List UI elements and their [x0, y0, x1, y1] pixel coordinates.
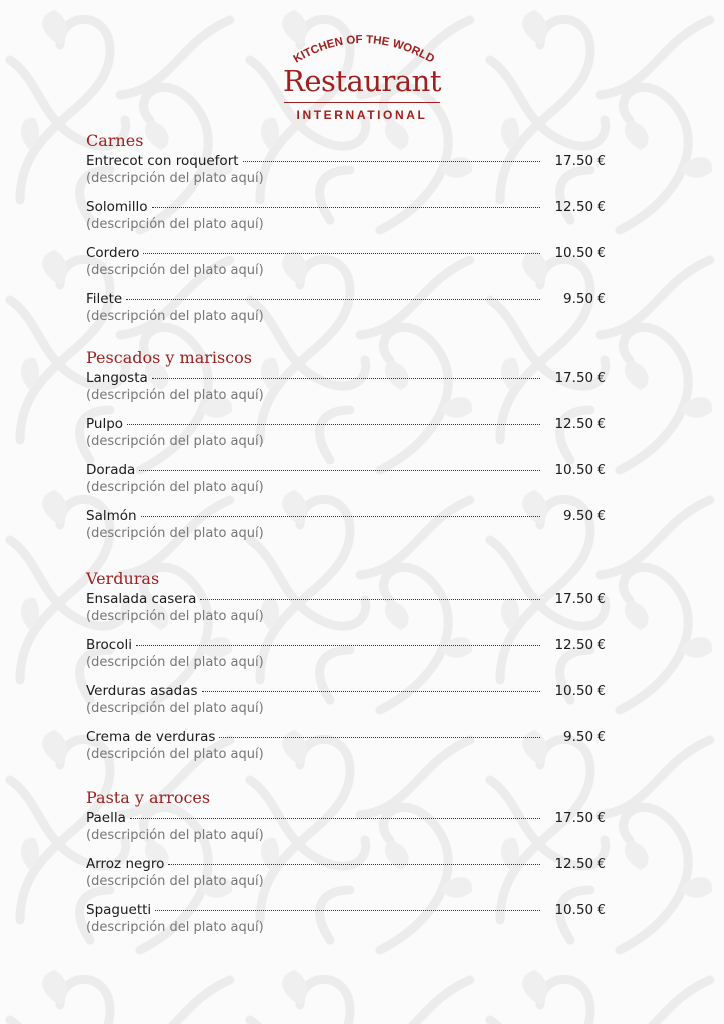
dish-description: (descripción del plato aquí) — [86, 920, 264, 935]
dish-price: 17.50 € — [554, 153, 606, 169]
menu-item-row — [86, 901, 606, 919]
dish-description: (descripción del plato aquí) — [86, 609, 264, 624]
dish-name: Solomillo — [86, 199, 148, 215]
dish-price: 12.50 € — [554, 637, 606, 653]
menu-item — [86, 682, 606, 728]
menu-item — [86, 507, 606, 553]
section-title: Carnes — [86, 131, 144, 150]
dish-name: Spaguetti — [86, 902, 152, 918]
dish-name: Filete — [86, 291, 123, 307]
menu-section — [86, 347, 606, 553]
dish-description: (descripción del plato aquí) — [86, 655, 264, 670]
dish-description: (descripción del plato aquí) — [86, 747, 264, 762]
menu-item — [86, 198, 606, 244]
dish-price: 12.50 € — [554, 856, 606, 872]
dish-price: 12.50 € — [554, 416, 606, 432]
menu-item — [86, 855, 606, 901]
menu-item-row — [86, 198, 606, 216]
logo-arc-text: KITCHEN OF THE WORLD — [291, 33, 437, 66]
dot-leader — [136, 644, 540, 646]
menu-item — [86, 590, 606, 636]
menu-item — [86, 415, 606, 461]
menu-section — [86, 130, 606, 336]
dot-leader — [126, 298, 540, 300]
menu-item-row — [86, 855, 606, 873]
dish-price: 9.50 € — [563, 729, 606, 745]
menu-item — [86, 369, 606, 415]
dish-price: 17.50 € — [554, 370, 606, 386]
menu-item — [86, 461, 606, 507]
menu-item-row — [86, 590, 606, 608]
dish-description: (descripción del plato aquí) — [86, 828, 264, 843]
dish-description: (descripción del plato aquí) — [86, 171, 264, 186]
dish-name: Pulpo — [86, 416, 124, 432]
menu-section — [86, 787, 606, 947]
dish-name: Dorada — [86, 462, 136, 478]
dish-description: (descripción del plato aquí) — [86, 480, 264, 495]
menu-item — [86, 244, 606, 290]
dish-name: Arroz negro — [86, 856, 165, 872]
menu-item-row — [86, 728, 606, 746]
dot-leader — [127, 423, 540, 425]
dish-name: Crema de verduras — [86, 729, 216, 745]
dot-leader — [130, 817, 540, 819]
dish-description: (descripción del plato aquí) — [86, 217, 264, 232]
menu-item-row — [86, 415, 606, 433]
dish-name: Salmón — [86, 508, 137, 524]
menu-item-row — [86, 809, 606, 827]
dish-name: Ensalada casera — [86, 591, 197, 607]
dish-description: (descripción del plato aquí) — [86, 874, 264, 889]
dish-description: (descripción del plato aquí) — [86, 434, 264, 449]
dish-description: (descripción del plato aquí) — [86, 701, 264, 716]
menu-item-row — [86, 461, 606, 479]
dish-description: (descripción del plato aquí) — [86, 309, 264, 324]
dish-price: 10.50 € — [554, 245, 606, 261]
dot-leader — [155, 909, 540, 911]
dish-name: Verduras asadas — [86, 683, 198, 699]
dish-price: 9.50 € — [563, 291, 606, 307]
dish-price: 10.50 € — [554, 462, 606, 478]
logo-divider — [284, 102, 440, 103]
dish-price: 9.50 € — [563, 508, 606, 524]
dish-name: Brocoli — [86, 637, 132, 653]
dish-price: 17.50 € — [554, 591, 606, 607]
dish-price: 17.50 € — [554, 810, 606, 826]
menu-item — [86, 152, 606, 198]
dish-name: Paella — [86, 810, 126, 826]
dot-leader — [202, 690, 540, 692]
menu-item-row — [86, 636, 606, 654]
section-title: Pasta y arroces — [86, 788, 211, 807]
menu-item-row — [86, 244, 606, 262]
dot-leader — [168, 863, 540, 865]
dish-description: (descripción del plato aquí) — [86, 388, 264, 403]
restaurant-logo — [262, 30, 462, 130]
dish-price: 10.50 € — [554, 902, 606, 918]
menu-item-row — [86, 507, 606, 525]
dish-name: Cordero — [86, 245, 140, 261]
dot-leader — [141, 515, 540, 517]
menu-item — [86, 901, 606, 947]
menu-item — [86, 290, 606, 336]
dot-leader — [143, 252, 540, 254]
logo-subtitle: INTERNATIONAL — [296, 108, 428, 122]
menu-section — [86, 568, 606, 774]
section-title: Pescados y mariscos — [86, 348, 253, 367]
dot-leader — [200, 598, 540, 600]
logo-title: Restaurant — [283, 64, 441, 98]
dot-leader — [219, 736, 540, 738]
menu-item-row — [86, 152, 606, 170]
menu-item-row — [86, 369, 606, 387]
menu-item — [86, 728, 606, 774]
dot-leader — [139, 469, 540, 471]
menu-item-row — [86, 682, 606, 700]
dot-leader — [152, 206, 540, 208]
menu-item-row — [86, 290, 606, 308]
dish-description: (descripción del plato aquí) — [86, 526, 264, 541]
dot-leader — [243, 160, 540, 162]
section-title: Verduras — [86, 569, 160, 588]
dish-price: 12.50 € — [554, 199, 606, 215]
dish-name: Entrecot con roquefort — [86, 153, 239, 169]
dish-description: (descripción del plato aquí) — [86, 263, 264, 278]
dish-name: Langosta — [86, 370, 148, 386]
menu-item — [86, 809, 606, 855]
svg-text:KITCHEN OF THE WORLD — [292, 34, 437, 66]
dot-leader — [152, 377, 540, 379]
menu-item — [86, 636, 606, 682]
dish-price: 10.50 € — [554, 683, 606, 699]
